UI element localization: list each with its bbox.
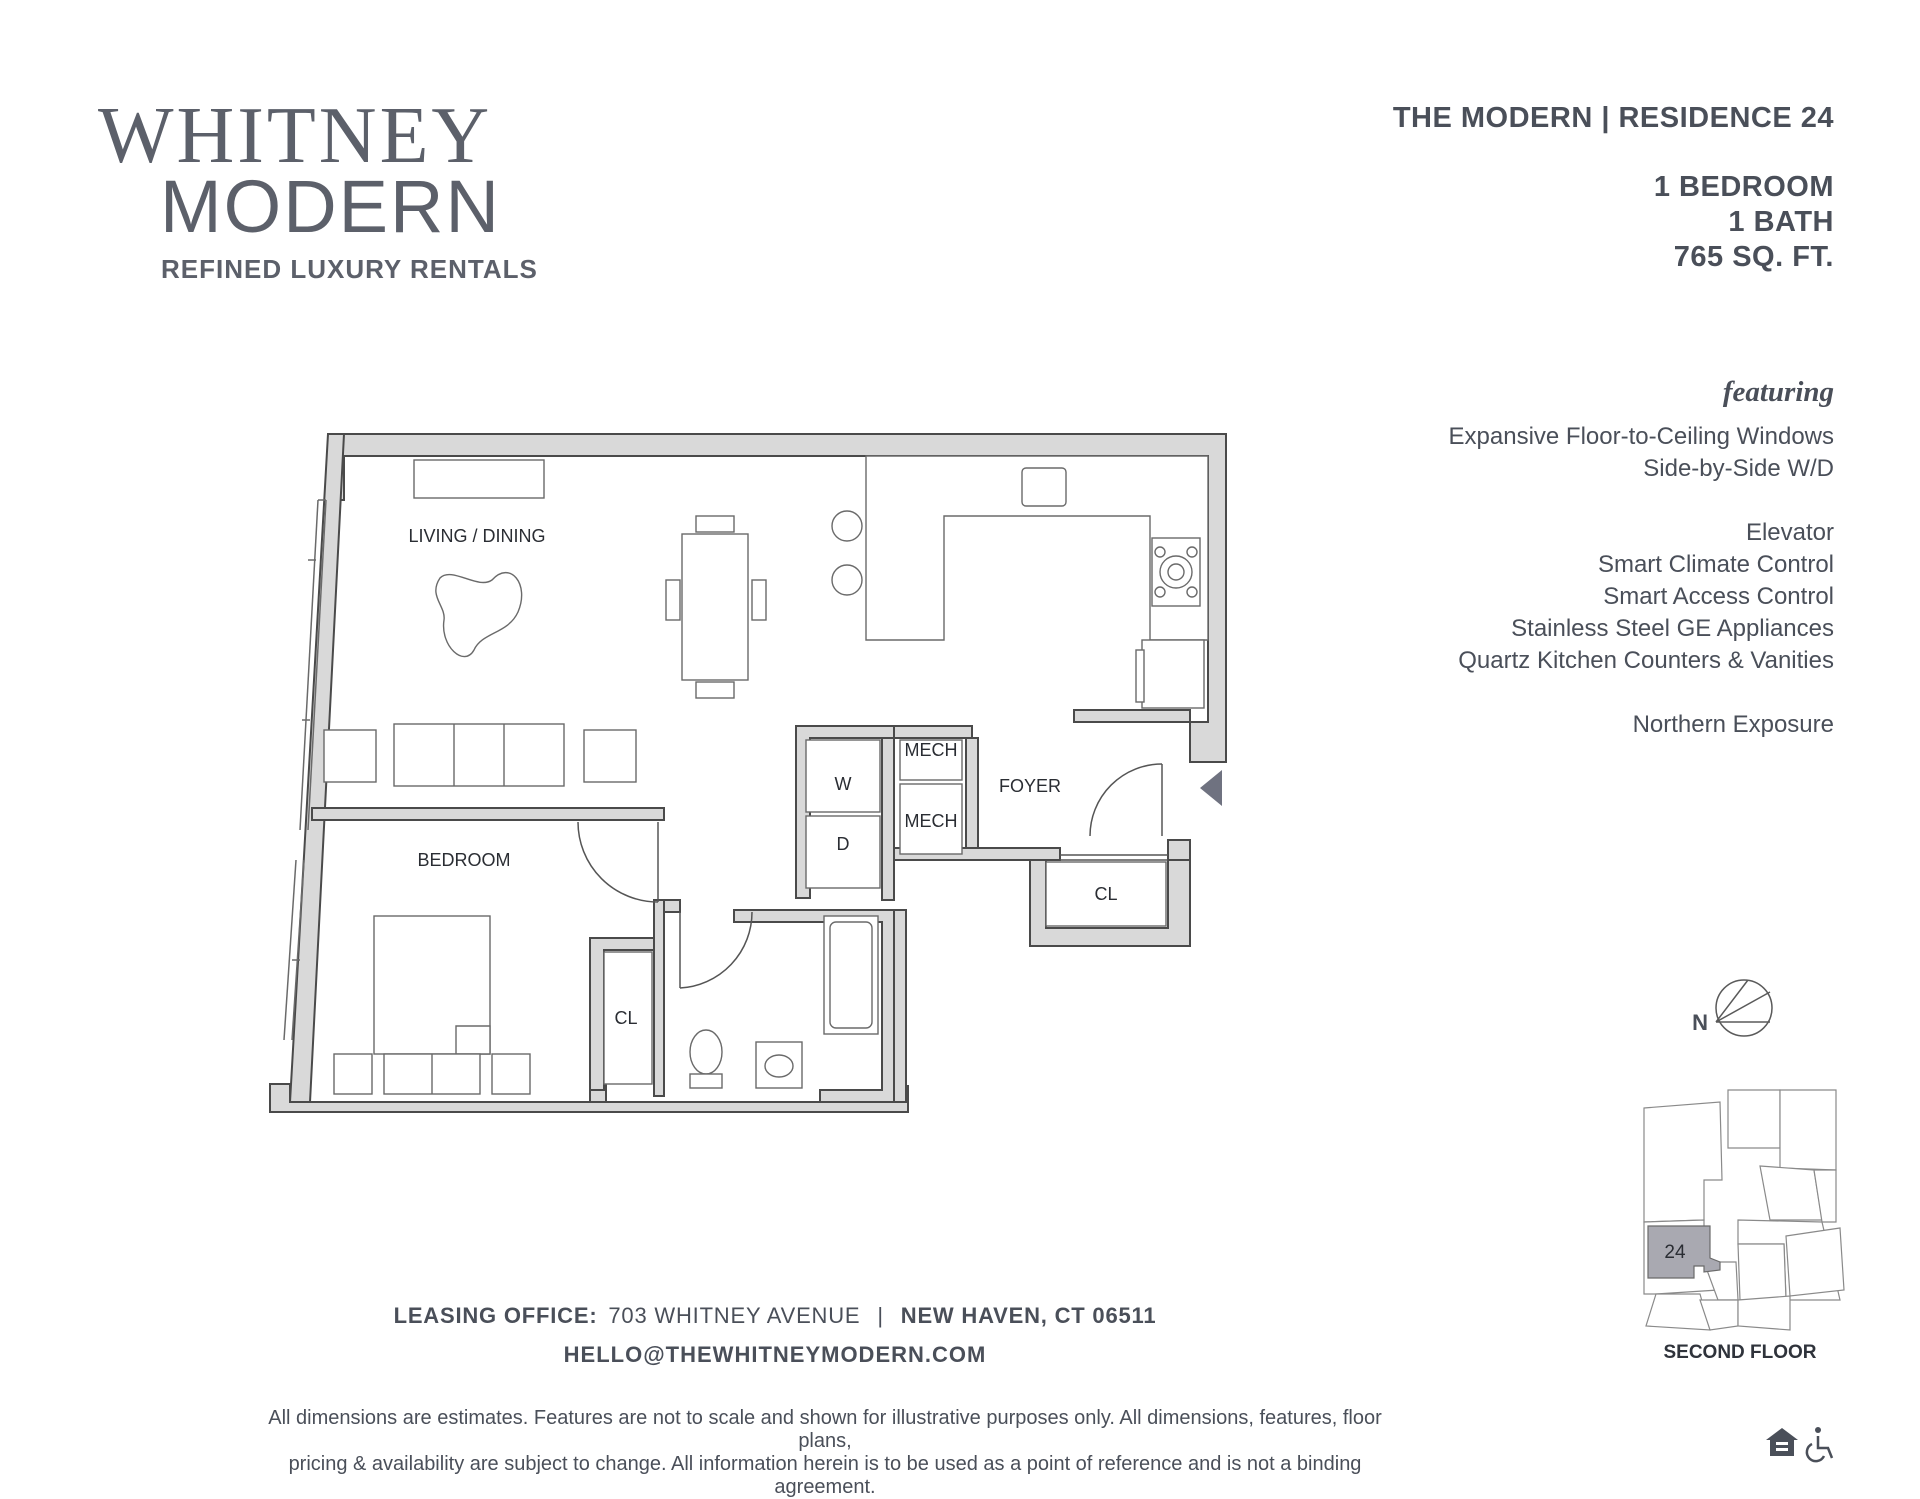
label-mech-top: MECH [904, 740, 958, 760]
feature-item: Quartz Kitchen Counters & Vanities [1458, 647, 1834, 674]
logo-whitney: WHITNEY [98, 92, 493, 180]
feature-item: Northern Exposure [1632, 711, 1834, 738]
label-living: LIVING / DINING [408, 526, 546, 546]
spec-baths: 1 BATH [1728, 206, 1834, 238]
residence-title: THE MODERN | RESIDENCE 24 [1392, 102, 1834, 134]
north-compass-icon [1716, 980, 1772, 1036]
label-closet-bedroom: CL [614, 1008, 638, 1028]
equal-housing-icon [1766, 1428, 1798, 1456]
label-closet-foyer: CL [1094, 884, 1118, 904]
leasing-office [0, 1303, 1550, 1329]
features-heading: featuring [1722, 376, 1834, 408]
disclaimer-line: All dimensions are estimates. Features are not to scale and shown for illustrative purposes only. All dimensions, features, floor plans, [268, 1407, 1382, 1452]
label-mech-bottom: MECH [904, 811, 958, 831]
spec-area: 765 SQ. FT. [1673, 241, 1834, 273]
logo-modern: MODERN [160, 165, 501, 248]
feature-item: Side-by-Side W/D [1643, 455, 1834, 482]
accessibility-icon [1807, 1427, 1832, 1461]
feature-item: Smart Access Control [1603, 583, 1834, 610]
disclaimer-line: pricing & availability are subject to change. All information herein is to be used as a point of reference and is not a binding agreement. [288, 1453, 1362, 1498]
compass-label: N [1692, 1010, 1708, 1035]
feature-item: Stainless Steel GE Appliances [1511, 615, 1834, 642]
entry-arrow-icon [1200, 770, 1222, 806]
furniture [324, 456, 1208, 1094]
label-washer: W [834, 774, 852, 794]
key-plan-unit-label: 24 [1664, 1242, 1686, 1263]
label-bedroom: BEDROOM [417, 850, 511, 870]
spec-bedrooms: 1 BEDROOM [1653, 171, 1834, 203]
disclaimer [240, 1407, 1410, 1499]
feature-item: Elevator [1745, 519, 1834, 546]
logo-tagline: REFINED LUXURY RENTALS [161, 254, 538, 284]
leasing-city: NEW HAVEN, CT 06511 [900, 1303, 1157, 1328]
label-foyer: FOYER [998, 776, 1062, 796]
label-dryer: D [836, 834, 850, 854]
leasing-label: LEASING OFFICE: [393, 1303, 598, 1328]
key-plan-floor-label: SECOND FLOOR [1663, 1342, 1817, 1363]
feature-item: Expansive Floor-to-Ceiling Windows [1448, 423, 1834, 450]
feature-item: Smart Climate Control [1597, 551, 1834, 578]
key-plan [1644, 1090, 1844, 1330]
leasing-separator: | [877, 1303, 884, 1328]
leasing-address: 703 WHITNEY AVENUE [608, 1303, 861, 1328]
contact-email[interactable]: HELLO@THEWHITNEYMODERN.COM [563, 1342, 987, 1367]
